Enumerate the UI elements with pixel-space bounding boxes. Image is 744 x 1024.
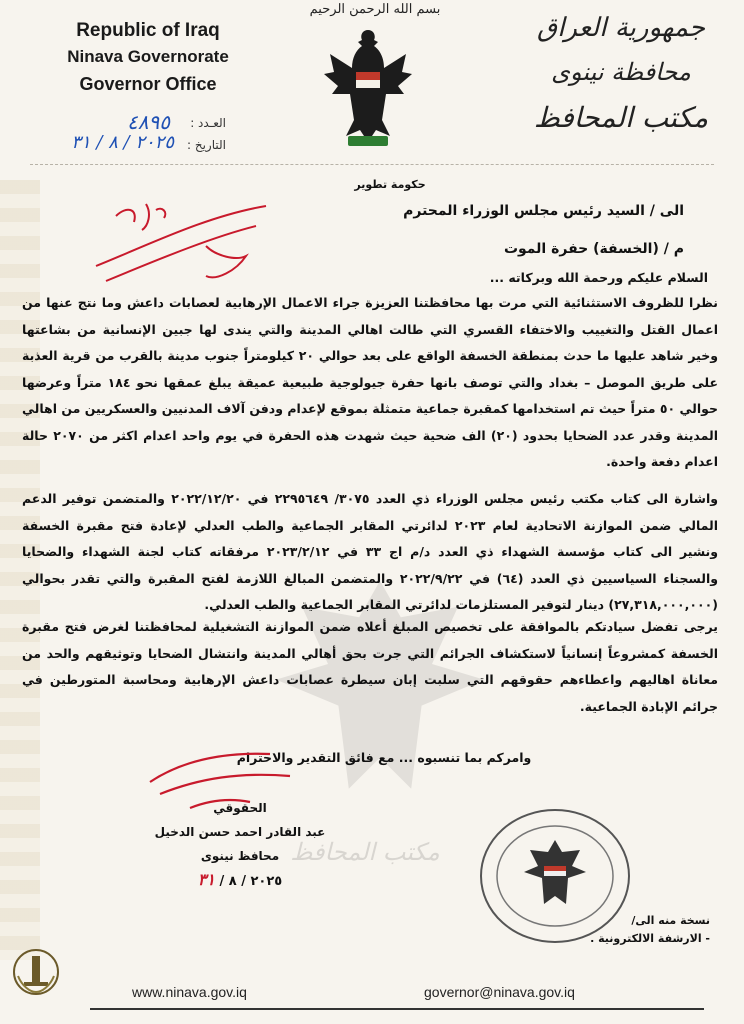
- reference-number-row: [6, 112, 226, 134]
- reference-block: [6, 112, 226, 156]
- footer-email-link[interactable]: governor@ninava.gov.iq: [424, 984, 575, 1000]
- header-ar-republic: جمهورية العراق: [537, 13, 705, 43]
- signatory-position: محافظ نينوى: [200, 849, 280, 863]
- copy-to-item: - الارشفة الالكترونية .: [590, 932, 710, 945]
- reference-date-label: التاريخ :: [186, 138, 226, 152]
- basmala: بسم الله الرحمن الرحيم: [309, 2, 441, 17]
- header-ar-governorate: محافظة نينوى: [551, 58, 691, 86]
- reference-number-label: العـدد :: [190, 116, 226, 130]
- copy-to-label: نسخة منه الى/: [631, 914, 710, 927]
- header-ar-office: مكتب المحافظ: [533, 101, 709, 134]
- letter-paragraph-1: نظرا للظروف الاستثنائية التي مرت بها محافظتنا العزيزة جراء الاعمال الإرهابية لعصابات داعش وما نتج عنها من اعمال القتل والتغييب والاختفاء القسري التي طالت اهالي المدينة والتي يندى لها جبين الإنسانية من بشاعتها وخير شاهد عليها ما حدث بمنطقة الخسفة الواقع على بعد حوالي ٢٠ كيلومتراً جنوب مدينة بالقرب من قرية العذبة على طريق الموصل – بغداد والتي توصف بانها حفرة جيولوجية طبيعية عميقة يبلغ عمقها نحو ١٨٤ متراً وعرضها حوالي ٥٠ متراً حيث تم استخدامها كمقبرة جماعية متمثلة بموقع لإعدام ودفن آلاف المدنيين والعسكريين من اهالي المدينة وقدر عدد الضحايا بحدود (٢٠) الف ضحية حيث شهدت هذه الحفرة في يوم واحد اعدام اكثر من ٢٠٧٠ حالة اعدام دفعة واحدة.: [22, 295, 718, 469]
- header-en-republic: Republic of Iraq: [76, 20, 220, 41]
- header-en-governorate: Ninava Governorate: [67, 47, 229, 66]
- footer-website-link[interactable]: www.ninava.gov.iq: [132, 984, 247, 1000]
- signatory-title: الحقوقي: [213, 801, 267, 815]
- reference-date-row: [6, 134, 226, 156]
- footer-divider: [90, 1008, 704, 1010]
- watermark-text: مكتب المحافظ: [290, 838, 440, 866]
- footer: [0, 984, 744, 1006]
- header-arabic: [516, 6, 726, 142]
- reference-number-value: ٤٨٩٥: [127, 110, 170, 134]
- signature-date-day: ٣١: [197, 870, 215, 889]
- letter-recipient: الى / السيد رئيس مجلس الوزراء المحترم: [403, 203, 684, 219]
- reference-date-value: ٢٠٢٥ / ٨ / ٣١: [71, 132, 174, 153]
- signatory-name: عبد القادر احمد حسن الدخيل: [154, 825, 326, 839]
- signature-block: [120, 796, 360, 894]
- letter-closing: وامركم بما تنسبوه ... مع فائق التقدير والاحترام: [236, 750, 532, 765]
- letter-paragraph-3: يرجى تفضل سيادتكم بالموافقة على تخصيص المبلغ أعلاه ضمن الموازنة التشغيلية لمحافظتنا لغرض فتح مقبرة الخسفة كمشروعاً إنسانياً لاستكشاف الجرائم التي جرت بحق أهالي المدينة وانتشال الضحايا وتوثيقهم والحد من معاناة اهاليهم واعطاءهم حقوقهم التي سلبت إبان سيطرة عصابات داعش الإرهابية ومحاسبة المتورطين في جرائم الإبادة الجماعية.: [22, 619, 718, 714]
- header-en-office: Governor Office: [79, 74, 217, 94]
- iraq-eagle-emblem-icon: [318, 24, 418, 154]
- header-english: [38, 18, 258, 98]
- header-divider: [30, 164, 714, 165]
- signature-date: [120, 868, 360, 894]
- letter-subject: م / (الخسفة) حفرة الموت: [503, 241, 684, 257]
- copy-to-block: [580, 912, 710, 948]
- letter-greeting: السلام عليكم ورحمة الله وبركاته ...: [489, 270, 708, 285]
- letter-paragraph-2: واشارة الى كتاب مكتب رئيس مجلس الوزراء ذي العدد ٣٠٧٥/ ٢٢٩٥٦٤٩ في ٢٠٢٢/١٢/٢٠ والمتضمن توفير الدعم المالي ضمن الموازنة الاتحادية لعام ٢٠٢٣ لدائرتي المقابر الجماعية والطب العدلي لإعادة فتح مقبرة الخسفة ونشير الى كتاب مؤسسة الشهداء ذي العدد د/م اج ٣٣ في ٢٠٢٣/٢/١٢ مرفقاته كتاب لجنة الشهداء والضحايا والسجناء السياسيين ذي العدد (٦٤) في ٢٠٢٢/٩/٢٢ والمتضمن المبالغ اللازمة لفتح المقبرة والتي تقدر بحوالي (٢٧,٣١٨,٠٠٠,٠٠٠) دينار لتوفير المستلزمات لدائرتي المقابر الجماعية والطب العدلي.: [22, 491, 719, 612]
- classification-note: حكومة تطوير: [354, 178, 426, 191]
- signature-date-prefix: ٢٠٢٥ / ٨ /: [214, 874, 283, 889]
